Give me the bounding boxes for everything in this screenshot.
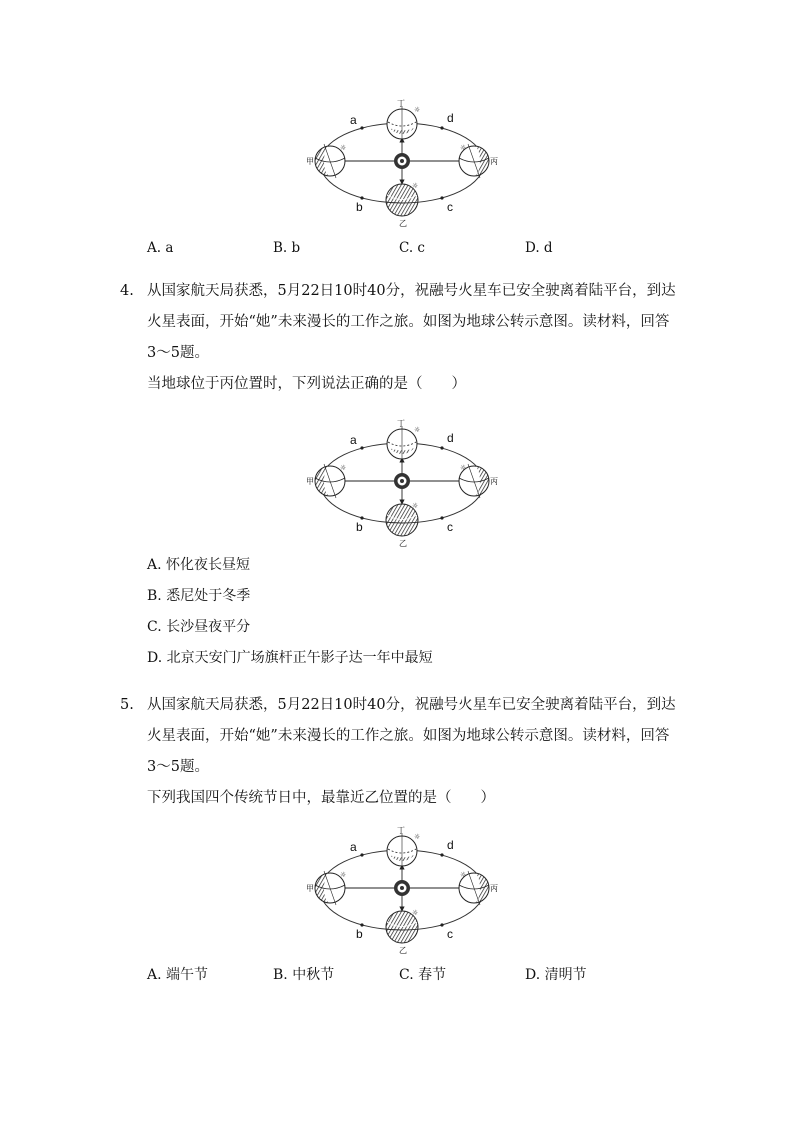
orbit-diagram <box>302 98 502 228</box>
q3-option-a[interactable]: A. a <box>147 240 174 256</box>
orbit-label-c: c <box>447 200 453 214</box>
position-label-bing: 丙 <box>490 157 498 166</box>
position-label-jia: 甲 <box>306 477 314 486</box>
svg-text:☼: ☼ <box>412 502 419 510</box>
q5-options <box>147 964 587 984</box>
q3-option-c[interactable]: C. c <box>399 240 425 256</box>
q3-options <box>147 240 553 256</box>
orbit-label-d: d <box>447 431 454 445</box>
q4-option-b[interactable]: B. 悉尼处于冬季 <box>147 588 251 604</box>
q4-option-a[interactable]: A. 怀化夜长昼短 <box>147 557 251 573</box>
question-text: 下列我国四个传统节日中，最靠近乙位置的是（ ） <box>147 790 495 806</box>
orbit-label-a: a <box>350 113 357 127</box>
position-label-bing: 丙 <box>490 477 498 486</box>
svg-text:☼: ☼ <box>460 464 467 472</box>
orbit-label-c: c <box>447 520 453 534</box>
question-number: 4. <box>120 283 134 299</box>
sun-icon <box>394 880 410 896</box>
position-label-ding: 丁 <box>397 99 405 108</box>
q5-option-d[interactable]: D. 清明节 <box>525 967 587 983</box>
svg-text:☼: ☼ <box>340 464 347 472</box>
orbit-figure-2 <box>302 418 502 548</box>
orbit-figure-3 <box>302 825 502 955</box>
position-label-ding: 丁 <box>397 826 405 835</box>
q5-option-c[interactable]: C. 春节 <box>399 967 447 983</box>
svg-text:☼: ☼ <box>460 144 467 152</box>
svg-text:☼: ☼ <box>460 871 467 879</box>
question-text: 当地球位于丙位置时，下列说法正确的是（ ） <box>147 376 466 392</box>
position-label-bing: 丙 <box>490 884 498 893</box>
question-5 <box>120 690 680 814</box>
position-label-yi: 乙 <box>399 539 407 548</box>
q4-option-d[interactable]: D. 北京天安门广场旗杆正午影子达一年中最短 <box>147 650 433 666</box>
svg-text:☼: ☼ <box>340 871 347 879</box>
orbit-label-a: a <box>350 840 357 854</box>
stem-line: 3～5题。 <box>147 345 209 361</box>
svg-text:☼: ☼ <box>412 909 419 917</box>
svg-text:☼: ☼ <box>412 182 419 190</box>
q5-option-a[interactable]: A. 端午节 <box>147 967 209 983</box>
orbit-diagram <box>302 825 502 955</box>
svg-text:☼: ☼ <box>414 833 421 841</box>
orbit-label-b: b <box>356 200 363 214</box>
position-label-ding: 丁 <box>397 419 405 428</box>
earth-top-icon <box>387 833 417 869</box>
q5-option-b[interactable]: B. 中秋节 <box>273 967 335 983</box>
orbit-figure-1 <box>302 98 502 228</box>
sun-icon <box>394 473 410 489</box>
svg-text:☼: ☼ <box>340 144 347 152</box>
orbit-label-b: b <box>356 927 363 941</box>
position-label-yi: 乙 <box>399 219 407 228</box>
stem-line: 火星表面，开始“她”未来漫长的工作之旅。如图为地球公转示意图。读材料，回答 <box>147 728 670 744</box>
orbit-diagram <box>302 418 502 548</box>
stem-line: 从国家航天局获悉，5月22日10时40分，祝融号火星车已安全驶离着陆平台，到达 <box>147 283 676 299</box>
stem-line: 3～5题。 <box>147 759 209 775</box>
position-label-jia: 甲 <box>306 157 314 166</box>
orbit-label-c: c <box>447 927 453 941</box>
q3-option-b[interactable]: B. b <box>273 240 301 256</box>
orbit-label-d: d <box>447 838 454 852</box>
orbit-label-b: b <box>356 520 363 534</box>
svg-text:☼: ☼ <box>414 426 421 434</box>
orbit-label-a: a <box>350 433 357 447</box>
earth-top-icon <box>387 426 417 462</box>
svg-text:☼: ☼ <box>414 106 421 114</box>
sun-icon <box>394 153 410 169</box>
q3-option-d[interactable]: D. d <box>525 240 553 256</box>
orbit-label-d: d <box>447 111 454 125</box>
position-label-jia: 甲 <box>306 884 314 893</box>
stem-line: 火星表面，开始“她”未来漫长的工作之旅。如图为地球公转示意图。读材料，回答 <box>147 314 670 330</box>
stem-line: 从国家航天局获悉，5月22日10时40分，祝融号火星车已安全驶离着陆平台，到达 <box>147 697 676 713</box>
question-4 <box>120 276 680 400</box>
position-label-yi: 乙 <box>399 946 407 955</box>
earth-top-icon <box>387 106 417 142</box>
q4-option-c[interactable]: C. 长沙昼夜平分 <box>147 619 251 635</box>
question-number: 5. <box>120 697 134 713</box>
